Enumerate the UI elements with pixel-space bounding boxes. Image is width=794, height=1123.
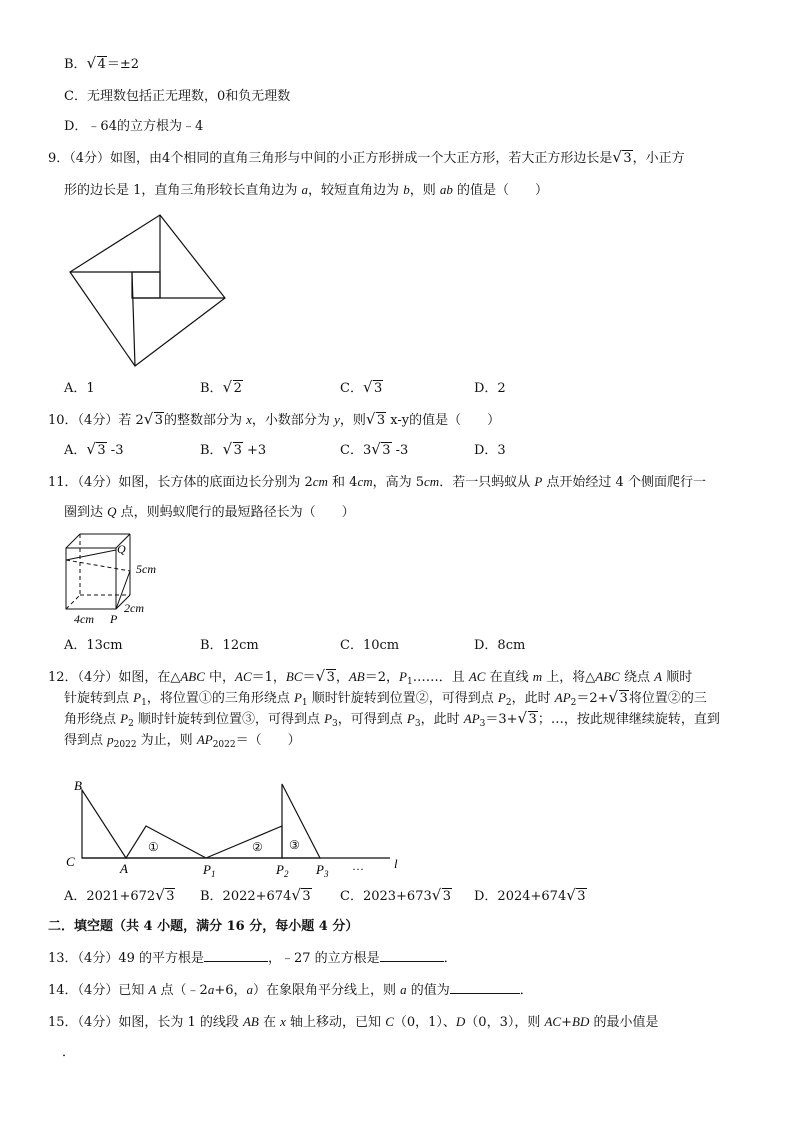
label-p1: $P_1$ <box>203 862 216 879</box>
q12-option-d: D．2024+674√ 3 <box>474 888 587 906</box>
triangle-3 <box>282 784 320 858</box>
q14: 14．（4分）已知 A 点（﹣2a+6，a）在象限角平分线上，则 a 的值为 ． <box>48 982 533 998</box>
q9-option-b: B．√ 2 <box>200 380 243 398</box>
q13: 13．（4分）49 的平方根是 ，﹣27 的立方根是 ． <box>48 951 457 966</box>
section-heading: 二．填空题（共 4 小题，满分 16 分，每小题 4 分） <box>48 919 359 934</box>
sqrt-symbol: √ 4 <box>88 56 107 74</box>
q9-stem-line2: 形的边长是 1，直角三角形较长直角边为 a，较短直角边为 b，则 ab 的值是（ ） <box>64 182 548 198</box>
label-p: P <box>110 612 118 626</box>
label-q: Q <box>117 542 126 556</box>
q10-option-a: A．√ 3 -3 <box>64 442 123 460</box>
q11-option-d: D．8cm <box>474 638 526 653</box>
q11-stem-line1: 11．（4分）如图，长方体的底面边长分别为 2cm 和 4cm，高为 5cm．若一只蚂蚁从 P 点开始经过 4 个侧面爬行一 <box>48 474 706 490</box>
q12-option-c: C．2023+673√ 3 <box>340 888 452 906</box>
q8-option-c: C．无理数包括正无理数，0和负无理数 <box>64 89 291 104</box>
q10-stem: 10．（4分）若 2√ 3的整数部分为 x，小数部分为 y，则√ 3 x-y的值是（ ） <box>48 411 500 430</box>
q9-option-a: A．1 <box>64 381 95 396</box>
q12-stem-line3: 角形绕点 $P_2$ 顺时针旋转到位置③，可得到点 $P_3$，可得到点 $P_3$，此时 $AP_3=3+√$ 3；…，按此规律继续旋转，直到 <box>64 710 720 733</box>
q12-stem-line1: 12．（4分）如图，在△ABC 中，AC＝1，BC＝√ 3，AB＝2，$P_1\dots\dots$．且 AC 在直线 m 上，将△ABC 绕点 A 顺时 <box>48 668 692 691</box>
triangle-1 <box>126 826 206 858</box>
triangle-abc <box>82 790 126 858</box>
q11-option-b: B．12cm <box>200 638 259 653</box>
triangle-2 <box>206 826 282 858</box>
label-circle-1: ① <box>148 840 159 854</box>
q11-option-c: C．10cm <box>340 638 400 653</box>
label-circle-2: ② <box>252 840 263 854</box>
label-4cm: 4cm <box>74 612 94 626</box>
q8-option-b: B．√ 4＝±2 <box>64 56 139 74</box>
q10-option-c: C．3√ 3 -3 <box>340 442 408 460</box>
q12-option-a: A．2021+672√ 3 <box>64 888 175 906</box>
label-l: l <box>394 856 398 871</box>
q10-option-b: B．√ 3 +3 <box>200 442 266 460</box>
q12-option-b: B．2022+674√ 3 <box>200 888 312 906</box>
q15-blank-dot: ． <box>62 1045 76 1060</box>
label-p3: $P_3$ <box>316 862 329 879</box>
q9-option-c: C．√ 3 <box>340 380 383 398</box>
label-p2: $P_2$ <box>276 862 289 879</box>
q15: 15．（4分）如图，长为 1 的线段 AB 在 x 轴上移动，已知 C（0，1）、D（0，3），则 AC+BD 的最小值是 <box>48 1014 659 1030</box>
label-c: C <box>66 854 75 869</box>
q12-stem-line4: 得到点 $p_{2022}$ 为止，则 $AP_{2022}=$（ ） <box>64 732 301 750</box>
answer-blank[interactable] <box>204 949 268 962</box>
q8-option-d: D．﹣64的立方根为﹣4 <box>64 119 204 134</box>
q9-stem-line1: 9．（4分）如图，由4个相同的直角三角形与中间的小正方形拼成一个大正方形，若大正方形边长是√ 3，小正方 <box>48 150 685 168</box>
answer-blank[interactable] <box>380 949 444 962</box>
q11-stem-line2: 圈到达 Q 点，则蚂蚁爬行的最短路径长为（ ） <box>64 504 355 520</box>
answer-blank[interactable] <box>450 981 520 994</box>
q11-option-a: A．13cm <box>64 638 123 653</box>
q9-option-d: D．2 <box>474 381 506 396</box>
q12-stem-line2: 针旋转到点 $P_1$，将位置①的三角形绕点 $P_1$ 顺时针旋转到位置②，可得到点 $P_2$，此时 $AP_2=2+√$ 3将位置②的三 <box>64 689 707 712</box>
label-b: B <box>74 778 82 793</box>
label-a: A <box>120 861 128 876</box>
label-circle-3: ③ <box>289 838 300 852</box>
label-dots: … <box>352 859 364 873</box>
q10-option-d: D．3 <box>474 443 506 458</box>
label-5cm: 5cm <box>136 562 156 576</box>
label-2cm: 2cm <box>124 601 144 615</box>
